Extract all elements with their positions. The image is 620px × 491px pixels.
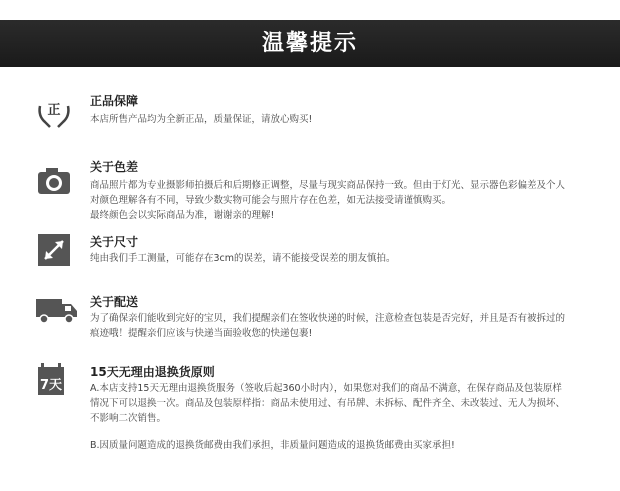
body-line: 纯由我们手工测量，可能存在3cm的误差，请不能接受误差的朋友慎拍。	[90, 253, 396, 264]
section-return	[30, 363, 610, 473]
body-line: 商品照片都为专业摄影师拍摄后和后期修正调整，尽量与现实商品保持一致。但由于灯光、显示器色彩偏差及个人	[90, 180, 566, 191]
body-line: B.因质量问题造成的退换货邮费由我们承担，非质量问题造成的退换货邮费由买家承担!	[90, 440, 455, 451]
banner-title: 温馨提示	[261, 31, 358, 56]
section-genuine	[30, 92, 610, 137]
body-line: 为了确保亲们能收到完好的宝贝，我们提醒亲们在签收快递的时候，注意检查包装是否完好，并且是否有被拆过的	[90, 313, 566, 324]
section-heading: 关于配送	[90, 295, 139, 309]
body-line: 不影响二次销售。	[90, 413, 167, 424]
calendar-label: 7天	[39, 378, 63, 393]
section-body	[90, 112, 610, 127]
body-line: 痕迹哦！提醒亲们应该与快递当面验收您的快递包裹!	[90, 328, 313, 339]
section-body	[90, 178, 610, 223]
resize-arrow-icon	[35, 231, 73, 269]
section-size	[30, 233, 610, 273]
section-body	[90, 251, 610, 266]
svg-text:正: 正	[47, 103, 61, 118]
body-line: 对颜色理解各有不同，导致少数实物可能会与照片存在色差，如无法接受请谨慎购买。	[90, 195, 452, 206]
section-heading: 关于色差	[90, 160, 139, 174]
body-line: A.本店支持15天无理由退换货服务（签收后起360小时内），如果您对我们的商品不满意，在保存商品及包装原样	[90, 383, 562, 394]
camera-icon	[35, 162, 73, 200]
section-body	[90, 311, 610, 341]
delivery-truck-icon	[35, 291, 79, 329]
section-color	[30, 158, 610, 223]
section-delivery	[30, 293, 610, 343]
genuine-product-icon	[35, 94, 73, 132]
body-line: 本店所售产品均为全新正品，质量保证，请放心购买!	[90, 114, 313, 125]
section-body	[90, 381, 610, 453]
header-banner	[0, 20, 620, 67]
body-line: 情况下可以退换一次。商品及包装原样指：商品未使用过、有吊牌、未拆标、配件齐全、未改装过、无人为损坏、	[90, 398, 566, 409]
section-heading: 关于尺寸	[90, 235, 139, 249]
body-line: 最终颜色会以实际商品为准，谢谢亲的理解!	[90, 210, 275, 221]
section-heading: 正品保障	[90, 94, 139, 108]
section-heading: 15天无理由退换货原则	[90, 365, 215, 379]
seven-day-calendar-icon	[35, 361, 69, 397]
